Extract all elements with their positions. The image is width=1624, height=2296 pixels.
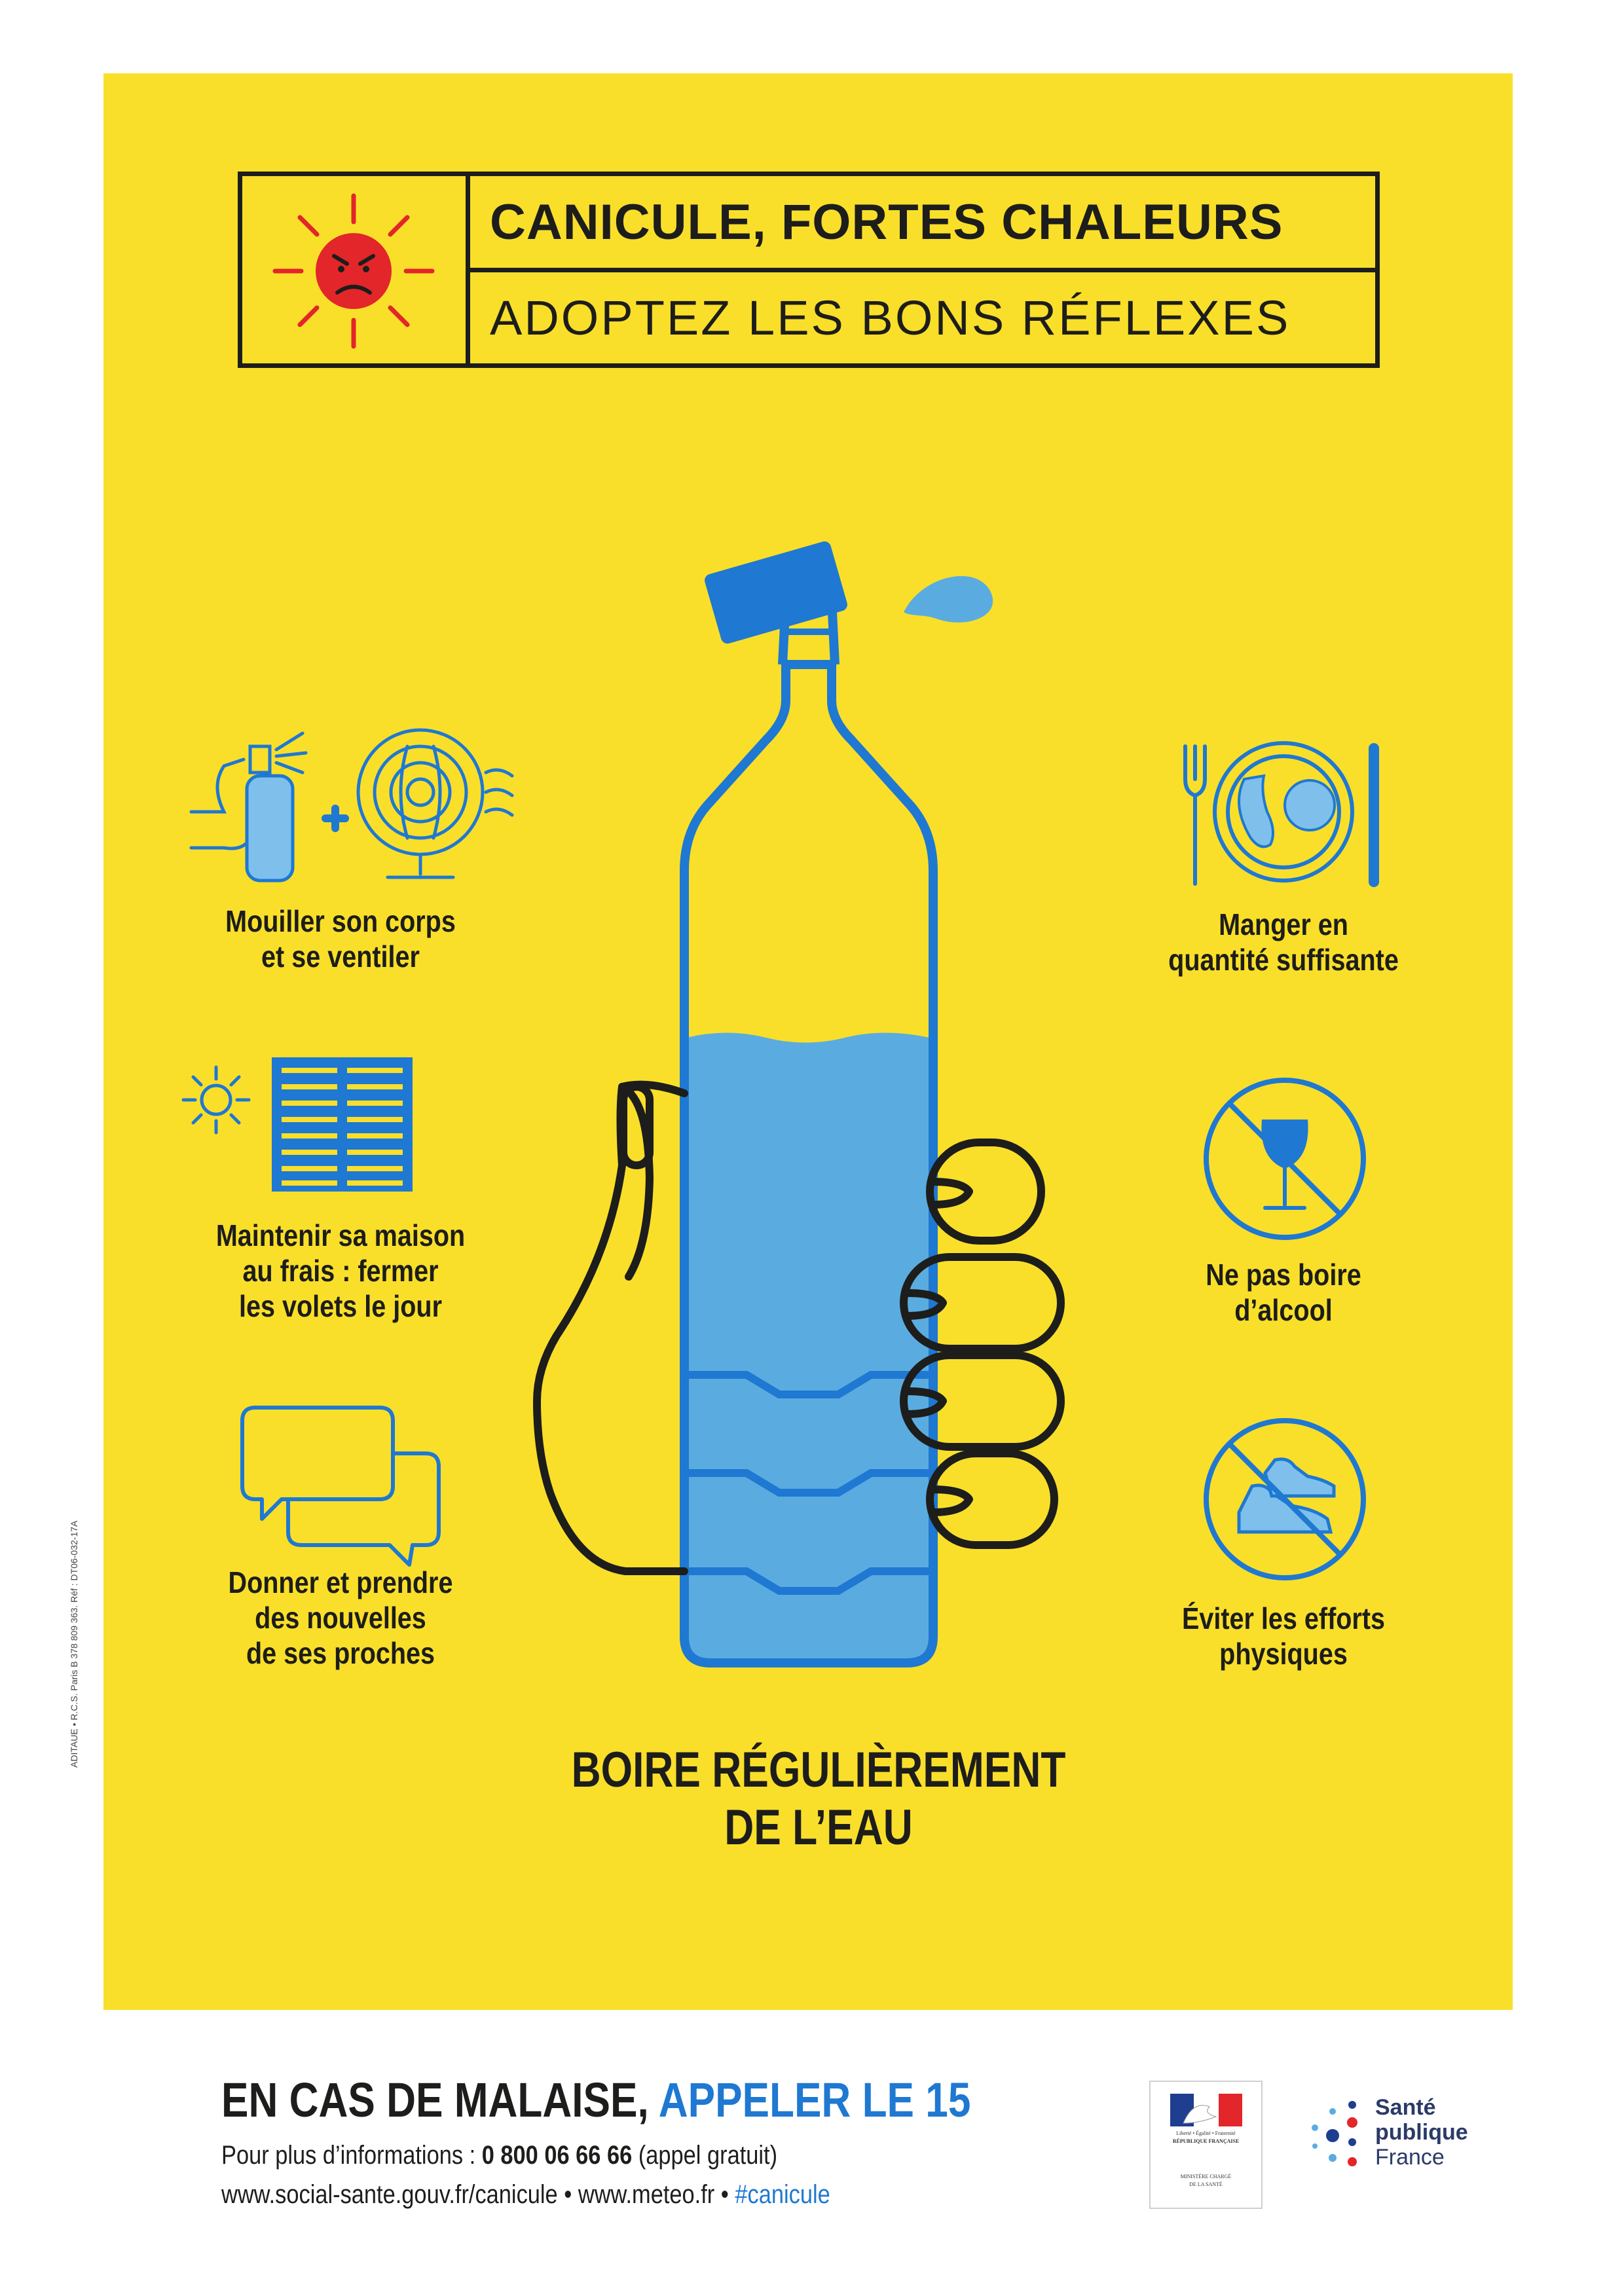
info-line: Pour plus d’informations : 0 800 06 66 66 (appel gratuit) [221,2141,778,2170]
link-social-sante[interactable]: www.social-sante.gouv.fr/canicule [221,2180,558,2209]
advice-check-on-relatives: Donner et prendre des nouvelles de ses proches [228,1565,453,1670]
advice-keep-house-cool: Maintenir sa maison au frais : fermer les volets le jour [215,1218,466,1323]
spray-and-fan-icon [185,720,525,890]
header-subtitle-cell [470,272,1375,363]
header-sun-cell [242,176,470,363]
water-bottle-hand-illustration [511,524,1166,1702]
advice-eat-enough: Manger en quantité suffisante [1168,907,1399,977]
advice-wet-body: Mouiller son corps et se ventiler [225,904,456,974]
hashtag-canicule[interactable]: #canicule [735,2180,830,2209]
water-drop-icon [904,576,993,623]
sun-and-shutters-icon [177,1057,426,1201]
header-box [238,172,1380,368]
main-message: BOIRE RÉGULIÈREMENT DE L’EAU [571,1742,1066,1855]
advice-no-alcohol: Ne pas boire d’alcool [1206,1258,1361,1327]
advice-avoid-effort: Éviter les efforts physiques [1181,1601,1386,1671]
republique-francaise-logo: Liberté • Égalité • Fraternité RÉPUBLIQUE FRANÇAISE MINISTÈRE CHARGÉ DE LA SANTÉ [1149,2081,1263,2209]
plate-with-food-icon [1179,733,1388,890]
link-meteo[interactable]: www.meteo.fr [578,2180,715,2209]
no-physical-effort-icon [1200,1414,1370,1584]
marianne-flag-icon [1170,2094,1242,2126]
page-title: CANICULE, FORTES CHALEURS [490,194,1283,250]
angry-sun-icon [242,176,465,366]
page-subtitle: ADOPTEZ LES BONS RÉFLEXES [490,291,1291,345]
info-phone-number[interactable]: 0 800 06 66 66 [481,2141,633,2170]
no-alcohol-icon [1200,1074,1370,1244]
speech-bubbles-icon [236,1401,458,1571]
emergency-number: APPELER LE 15 [658,2073,971,2127]
header-title-cell [470,176,1375,272]
sante-publique-france-logo: Santé publique France [1303,2095,1486,2193]
sante-publique-dots-icon [1303,2095,1369,2180]
emergency-message: EN CAS DE MALAISE, APPELER LE 15 [221,2073,971,2127]
print-reference-note: ADITAUE • R.C.S. Paris B 378 809 363. Réf : DT06-032-17A [69,1520,79,1768]
links-line: www.social-sante.gouv.fr/canicule • www.meteo.fr • #canicule [221,2180,830,2209]
